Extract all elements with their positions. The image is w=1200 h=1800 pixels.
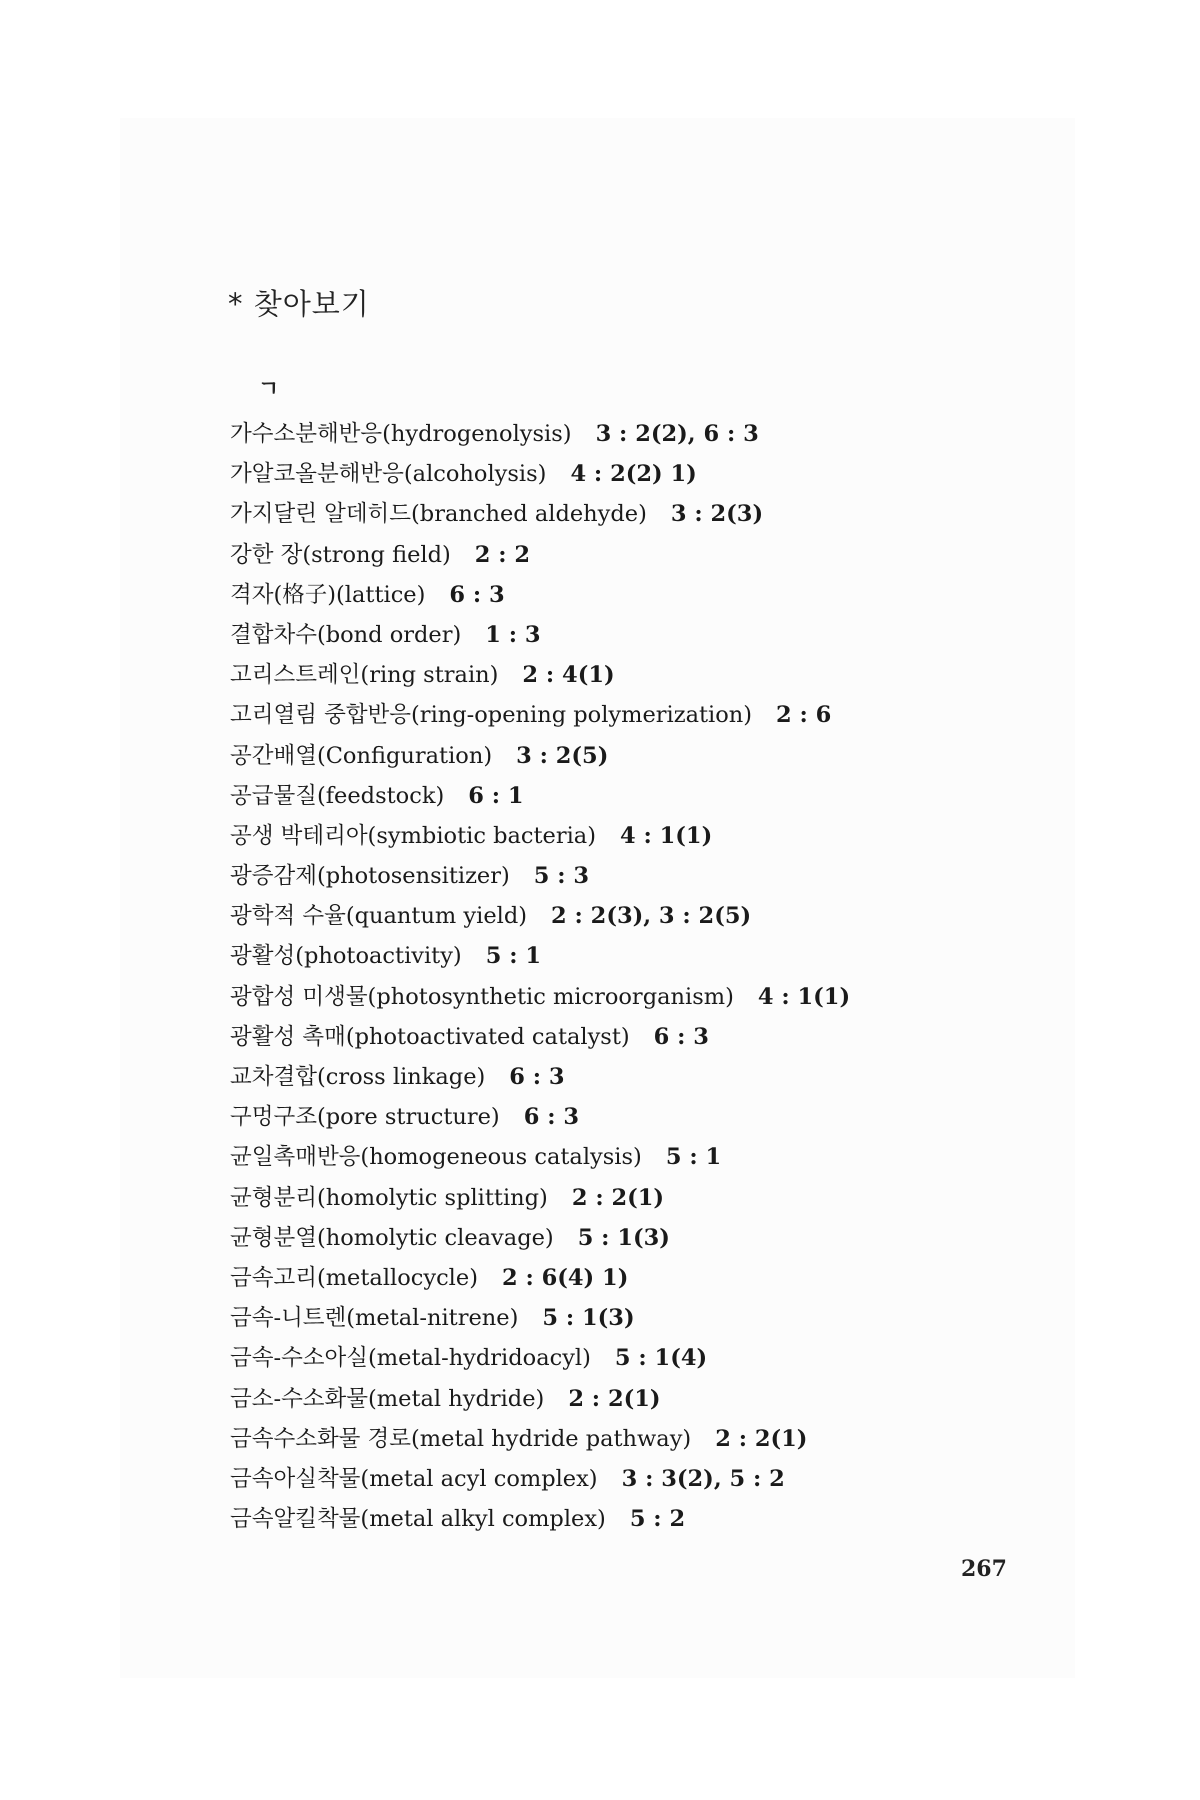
index-entry: [230, 695, 1090, 735]
entry-reference: 2 : 6(4) 1): [501, 1264, 629, 1291]
index-entry: [230, 1017, 1090, 1057]
entry-reference: 2 : 6: [776, 702, 832, 729]
index-entry: [230, 816, 1090, 856]
entry-term: 공간배열(Configuration): [230, 742, 493, 769]
entry-term: 고리열림 중합반응(ring-opening polymerization): [230, 702, 753, 729]
entry-term: 금속-수소아실(metal-hydridoacyl): [230, 1345, 591, 1372]
index-entry: [230, 856, 1090, 896]
entry-term: 금소-수소화물(metal hydride): [230, 1385, 545, 1412]
entry-term: 가지달린 알데히드(branched aldehyde): [230, 501, 647, 528]
entry-term: 고리스트레인(ring strain): [230, 662, 499, 689]
index-entry: [230, 1499, 1090, 1539]
entry-term: 광학적 수율(quantum yield): [230, 903, 528, 930]
entry-term: 금속수소화물 경로(metal hydride pathway): [230, 1425, 692, 1452]
entry-term: 가수소분해반응(hydrogenolysis): [230, 421, 572, 447]
entry-term: 교차결합(cross linkage): [230, 1064, 486, 1090]
entry-term: 균형분리(homolytic splitting): [230, 1184, 548, 1211]
entry-reference: 4 : 2(2) 1): [570, 461, 697, 488]
index-entry: [230, 1338, 1090, 1378]
entry-term: 광증감제(photosensitizer): [230, 863, 510, 890]
entry-reference: 6 : 3: [509, 1064, 565, 1090]
entry-reference: 4 : 1(1): [757, 983, 851, 1010]
entry-reference: 6 : 1: [468, 782, 524, 809]
index-entry-list: [230, 414, 1090, 1539]
index-entry: [230, 414, 1090, 454]
index-entry: [230, 896, 1090, 936]
entry-reference: 5 : 3: [533, 863, 590, 890]
index-entry: [230, 1459, 1090, 1499]
entry-term: 광활성 촉매(photoactivated catalyst): [230, 1023, 630, 1050]
index-entry: [230, 776, 1090, 816]
entry-term: 공생 박테리아(symbiotic bacteria): [230, 822, 596, 849]
index-entry: [230, 655, 1090, 695]
entry-term: 금속알킬착물(metal alkyl complex): [230, 1506, 606, 1533]
section-heading: ㄱ: [258, 377, 280, 402]
index-entry: [230, 535, 1090, 575]
index-entry: [230, 615, 1090, 655]
index-entry: [230, 454, 1090, 494]
entry-reference: 3 : 3(2), 5 : 2: [621, 1465, 785, 1492]
entry-reference: 3 : 2(5): [516, 742, 609, 769]
entry-term: 광활성(photoactivity): [230, 943, 462, 970]
entry-reference: 2 : 2(3), 3 : 2(5): [551, 903, 752, 930]
entry-term: 가알코올분해반응(alcoholysis): [230, 461, 547, 488]
entry-reference: 2 : 2(1): [571, 1184, 665, 1211]
entry-reference: 2 : 2(1): [715, 1425, 808, 1452]
entry-reference: 6 : 3: [653, 1023, 709, 1050]
index-entry: [230, 1379, 1090, 1419]
entry-term: 공급물질(feedstock): [230, 782, 445, 809]
entry-reference: 6 : 3: [449, 581, 505, 608]
entry-reference: 3 : 2(3): [670, 501, 764, 528]
index-entry: [230, 494, 1090, 534]
page-title: * 찾아보기: [228, 287, 370, 321]
entry-reference: 1 : 3: [485, 621, 541, 648]
entry-reference: 2 : 2(1): [568, 1385, 661, 1412]
entry-term: 균형분열(homolytic cleavage): [230, 1224, 554, 1251]
entry-term: 격자(格子)(lattice): [230, 581, 426, 608]
index-entry: [230, 1137, 1090, 1177]
entry-reference: 5 : 1(3): [577, 1224, 670, 1251]
entry-term: 금속-니트렌(metal-nitrene): [230, 1305, 519, 1332]
index-entry: [230, 575, 1090, 615]
entry-reference: 5 : 1: [485, 943, 541, 970]
entry-reference: 5 : 1(3): [542, 1305, 635, 1332]
entry-reference: 4 : 1(1): [620, 822, 713, 849]
index-entry: [230, 1419, 1090, 1459]
entry-term: 균일촉매반응(homogeneous catalysis): [230, 1144, 642, 1171]
index-entry: [230, 977, 1090, 1017]
index-entry: [230, 936, 1090, 976]
entry-term: 결합차수(bond order): [230, 621, 462, 648]
entry-term: 광합성 미생물(photosynthetic microorganism): [230, 983, 734, 1010]
entry-term: 구멍구조(pore structure): [230, 1104, 500, 1131]
index-entry: [230, 1178, 1090, 1218]
entry-reference: 5 : 1: [665, 1144, 722, 1171]
index-entry: [230, 1218, 1090, 1258]
entry-reference: 2 : 4(1): [522, 662, 615, 689]
entry-term: 강한 장(strong field): [230, 541, 451, 568]
entry-term: 금속고리(metallocycle): [230, 1264, 478, 1291]
page-number: 267: [961, 1556, 1007, 1582]
entry-reference: 6 : 3: [523, 1104, 580, 1131]
entry-term: 금속아실착물(metal acyl complex): [230, 1465, 598, 1492]
entry-reference: 5 : 1(4): [614, 1345, 708, 1372]
entry-reference: 3 : 2(2), 6 : 3: [595, 421, 759, 447]
entry-reference: 5 : 2: [629, 1506, 686, 1533]
index-entry: [230, 1258, 1090, 1298]
index-entry: [230, 1097, 1090, 1137]
index-entry: [230, 736, 1090, 776]
index-entry: [230, 1057, 1090, 1097]
entry-reference: 2 : 2: [474, 541, 531, 568]
index-entry: [230, 1298, 1090, 1338]
